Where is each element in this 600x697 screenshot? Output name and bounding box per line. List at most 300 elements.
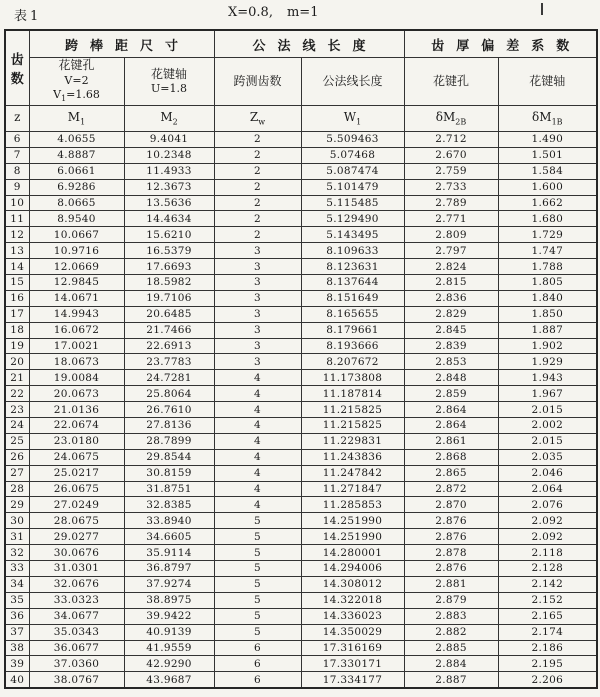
cell-dm2b: 2.870 <box>404 497 498 513</box>
cell-dm1b: 2.142 <box>498 576 597 592</box>
cell-dm2b: 2.864 <box>404 402 498 418</box>
cell-z: 12 <box>5 227 29 243</box>
cell-dm2b: 2.670 <box>404 147 498 163</box>
cell-zw: 4 <box>214 497 301 513</box>
cell-m2: 38.8975 <box>124 592 214 608</box>
cell-dm2b: 2.885 <box>404 640 498 656</box>
cell-m2: 17.6693 <box>124 259 214 275</box>
cell-zw: 3 <box>214 259 301 275</box>
cell-m1: 12.0669 <box>29 259 124 275</box>
cell-m1: 4.8887 <box>29 147 124 163</box>
cell-z: 36 <box>5 608 29 624</box>
cell-zw: 5 <box>214 608 301 624</box>
cell-m2: 21.7466 <box>124 322 214 338</box>
cell-dm2b: 2.876 <box>404 561 498 577</box>
cell-m2: 15.6210 <box>124 227 214 243</box>
cell-m2: 37.9274 <box>124 576 214 592</box>
cell-z: 14 <box>5 259 29 275</box>
table-row <box>5 195 597 211</box>
cell-dm1b: 2.206 <box>498 672 597 688</box>
cell-m2: 27.8136 <box>124 418 214 434</box>
cell-dm1b: 2.015 <box>498 433 597 449</box>
cell-w1: 14.294006 <box>301 561 404 577</box>
table-row <box>5 132 597 148</box>
header-spline-shaft <box>124 58 214 106</box>
cell-dm2b: 2.759 <box>404 163 498 179</box>
cell-dm2b: 2.887 <box>404 672 498 688</box>
cell-w1: 14.251990 <box>301 529 404 545</box>
cell-zw: 4 <box>214 418 301 434</box>
cell-zw: 2 <box>214 195 301 211</box>
cell-zw: 3 <box>214 275 301 291</box>
cell-m2: 26.7610 <box>124 402 214 418</box>
cell-zw: 4 <box>214 386 301 402</box>
header-dev-shaft: 花键轴 <box>498 58 597 106</box>
cell-dm1b: 1.805 <box>498 275 597 291</box>
cell-w1: 5.07468 <box>301 147 404 163</box>
cell-m2: 12.3673 <box>124 179 214 195</box>
cell-dm1b: 2.002 <box>498 418 597 434</box>
cell-dm1b: 1.902 <box>498 338 597 354</box>
table-row <box>5 322 597 338</box>
cell-z: 26 <box>5 449 29 465</box>
cell-m1: 25.0217 <box>29 465 124 481</box>
spline-shaft-name: 花键轴 <box>151 66 188 81</box>
cell-m1: 35.0343 <box>29 624 124 640</box>
cell-w1: 11.215825 <box>301 418 404 434</box>
cell-w1: 8.165655 <box>301 306 404 322</box>
table-row <box>5 243 597 259</box>
symbol-zw: $Z_w$ <box>214 106 301 132</box>
cell-w1: 17.330171 <box>301 656 404 672</box>
cell-w1: 8.207672 <box>301 354 404 370</box>
cell-dm1b: 1.887 <box>498 322 597 338</box>
cell-dm1b: 2.165 <box>498 608 597 624</box>
cell-m1: 38.0767 <box>29 672 124 688</box>
cell-zw: 3 <box>214 306 301 322</box>
cell-m2: 34.6605 <box>124 529 214 545</box>
header-group-pin-dimensions: 跨棒距尺寸 <box>29 30 214 58</box>
cell-z: 6 <box>5 132 29 148</box>
cell-m1: 14.9943 <box>29 306 124 322</box>
cell-m1: 20.0673 <box>29 386 124 402</box>
cell-dm2b: 2.824 <box>404 259 498 275</box>
cell-zw: 2 <box>214 227 301 243</box>
cell-m2: 43.9687 <box>124 672 214 688</box>
table-row <box>5 513 597 529</box>
cell-z: 34 <box>5 576 29 592</box>
cell-z: 13 <box>5 243 29 259</box>
cell-m1: 28.0675 <box>29 513 124 529</box>
cell-zw: 2 <box>214 163 301 179</box>
cell-dm1b: 2.186 <box>498 640 597 656</box>
cell-z: 7 <box>5 147 29 163</box>
table-row <box>5 163 597 179</box>
cell-w1: 8.109633 <box>301 243 404 259</box>
cell-dm1b: 2.128 <box>498 561 597 577</box>
cell-m2: 39.9422 <box>124 608 214 624</box>
cell-dm2b: 2.868 <box>404 449 498 465</box>
cell-dm2b: 2.879 <box>404 592 498 608</box>
symbol-m2: $M_2$ <box>124 106 214 132</box>
table-row <box>5 259 597 275</box>
cell-dm2b: 2.789 <box>404 195 498 211</box>
cell-dm1b: 1.490 <box>498 132 597 148</box>
cell-w1: 11.229831 <box>301 433 404 449</box>
cell-m1: 8.0665 <box>29 195 124 211</box>
spline-hole-name: 花键孔 <box>58 58 95 73</box>
symbol-dm1b: $\delta M_{1B}$ <box>498 106 597 132</box>
cell-m1: 37.0360 <box>29 656 124 672</box>
cell-zw: 6 <box>214 656 301 672</box>
cell-dm2b: 2.829 <box>404 306 498 322</box>
cell-z: 29 <box>5 497 29 513</box>
table-row <box>5 465 597 481</box>
condition-m: m=1 <box>286 5 319 20</box>
cell-dm2b: 2.815 <box>404 275 498 291</box>
cell-m1: 30.0676 <box>29 545 124 561</box>
cell-z: 19 <box>5 338 29 354</box>
cell-w1: 14.336023 <box>301 608 404 624</box>
data-table <box>4 29 598 689</box>
cell-zw: 5 <box>214 592 301 608</box>
condition-text <box>228 5 318 20</box>
cell-m2: 10.2348 <box>124 147 214 163</box>
table-row <box>5 370 597 386</box>
cell-m2: 18.5982 <box>124 275 214 291</box>
cell-w1: 11.285853 <box>301 497 404 513</box>
cell-m2: 13.5636 <box>124 195 214 211</box>
table-row <box>5 449 597 465</box>
header-spline-hole <box>29 58 124 106</box>
cell-m2: 23.7783 <box>124 354 214 370</box>
table-row <box>5 227 597 243</box>
table-row <box>5 624 597 640</box>
cell-m2: 42.9290 <box>124 656 214 672</box>
cell-w1: 5.115485 <box>301 195 404 211</box>
cell-z: 16 <box>5 290 29 306</box>
table-label: 表1 <box>14 9 42 24</box>
symbol-dm2b: $\delta M_{2B}$ <box>404 106 498 132</box>
cell-dm1b: 2.092 <box>498 513 597 529</box>
cell-zw: 2 <box>214 132 301 148</box>
cell-w1: 14.322018 <box>301 592 404 608</box>
cell-w1: 11.243836 <box>301 449 404 465</box>
cell-z: 40 <box>5 672 29 688</box>
cell-m2: 32.8385 <box>124 497 214 513</box>
cell-m1: 4.0655 <box>29 132 124 148</box>
cell-dm2b: 2.797 <box>404 243 498 259</box>
cell-dm1b: 2.152 <box>498 592 597 608</box>
cell-m1: 22.0674 <box>29 418 124 434</box>
cell-m1: 34.0677 <box>29 608 124 624</box>
table-row <box>5 147 597 163</box>
cell-z: 39 <box>5 656 29 672</box>
cell-m1: 21.0136 <box>29 402 124 418</box>
table-row <box>5 338 597 354</box>
table-row <box>5 672 597 688</box>
cell-z: 38 <box>5 640 29 656</box>
cell-dm1b: 1.929 <box>498 354 597 370</box>
cell-m1: 32.0676 <box>29 576 124 592</box>
cell-dm2b: 2.878 <box>404 545 498 561</box>
cell-dm1b: 2.035 <box>498 449 597 465</box>
cell-z: 10 <box>5 195 29 211</box>
cell-m1: 17.0021 <box>29 338 124 354</box>
table-row <box>5 418 597 434</box>
cell-dm2b: 2.872 <box>404 481 498 497</box>
table-row <box>5 561 597 577</box>
header-group-deviation-coefficient: 齿厚偏差系数 <box>404 30 597 58</box>
cell-dm2b: 2.881 <box>404 576 498 592</box>
cell-dm2b: 2.771 <box>404 211 498 227</box>
cell-w1: 5.129490 <box>301 211 404 227</box>
cell-m1: 6.9286 <box>29 179 124 195</box>
cell-z: 31 <box>5 529 29 545</box>
cell-m2: 41.9559 <box>124 640 214 656</box>
cell-w1: 8.193666 <box>301 338 404 354</box>
table-row <box>5 481 597 497</box>
table-row <box>5 402 597 418</box>
cell-m1: 24.0675 <box>29 449 124 465</box>
cell-z: 25 <box>5 433 29 449</box>
cell-dm1b: 1.729 <box>498 227 597 243</box>
cell-m1: 31.0301 <box>29 561 124 577</box>
cell-m1: 36.0677 <box>29 640 124 656</box>
cell-zw: 3 <box>214 322 301 338</box>
symbol-row <box>5 106 597 132</box>
cell-dm1b: 1.501 <box>498 147 597 163</box>
cell-zw: 3 <box>214 243 301 259</box>
cell-zw: 5 <box>214 529 301 545</box>
cell-dm1b: 1.680 <box>498 211 597 227</box>
cell-w1: 8.123631 <box>301 259 404 275</box>
cell-m1: 26.0675 <box>29 481 124 497</box>
cell-m1: 16.0672 <box>29 322 124 338</box>
table-row <box>5 640 597 656</box>
cell-w1: 14.251990 <box>301 513 404 529</box>
symbol-w1: $W_1$ <box>301 106 404 132</box>
cell-m2: 16.5379 <box>124 243 214 259</box>
cell-m2: 9.4041 <box>124 132 214 148</box>
table-row <box>5 386 597 402</box>
cell-zw: 4 <box>214 481 301 497</box>
cell-zw: 6 <box>214 640 301 656</box>
header-tooth-count: 齿数 <box>5 30 29 106</box>
spline-shaft-u: U=1.8 <box>151 82 187 96</box>
cell-zw: 5 <box>214 561 301 577</box>
cell-zw: 6 <box>214 672 301 688</box>
cell-m2: 24.7281 <box>124 370 214 386</box>
cell-dm1b: 2.064 <box>498 481 597 497</box>
cell-w1: 11.247842 <box>301 465 404 481</box>
cell-dm2b: 2.845 <box>404 322 498 338</box>
spline-hole-v: V=2 <box>64 73 89 87</box>
cell-z: 15 <box>5 275 29 291</box>
table-row <box>5 529 597 545</box>
cell-m2: 31.8751 <box>124 481 214 497</box>
cell-w1: 14.350029 <box>301 624 404 640</box>
table-row <box>5 275 597 291</box>
cell-m1: 14.0671 <box>29 290 124 306</box>
cell-m2: 28.7899 <box>124 433 214 449</box>
cell-zw: 4 <box>214 370 301 386</box>
cell-dm2b: 2.712 <box>404 132 498 148</box>
table-row <box>5 656 597 672</box>
table-row <box>5 592 597 608</box>
condition-x: X=0.8, <box>228 5 273 20</box>
table-row <box>5 306 597 322</box>
cell-m2: 25.8064 <box>124 386 214 402</box>
cell-dm2b: 2.733 <box>404 179 498 195</box>
cell-dm1b: 1.788 <box>498 259 597 275</box>
header-sub-row <box>5 58 597 106</box>
cell-dm2b: 2.861 <box>404 433 498 449</box>
table-row <box>5 497 597 513</box>
cell-z: 9 <box>5 179 29 195</box>
cell-w1: 11.187814 <box>301 386 404 402</box>
table-row <box>5 608 597 624</box>
cell-dm1b: 1.584 <box>498 163 597 179</box>
cell-z: 28 <box>5 481 29 497</box>
cell-dm1b: 2.046 <box>498 465 597 481</box>
table-header <box>5 30 597 132</box>
cell-m1: 19.0084 <box>29 370 124 386</box>
cell-dm2b: 2.882 <box>404 624 498 640</box>
header-span-teeth: 跨测齿数 <box>214 58 301 106</box>
cell-w1: 8.179661 <box>301 322 404 338</box>
cell-z: 32 <box>5 545 29 561</box>
cell-zw: 3 <box>214 290 301 306</box>
cell-z: 33 <box>5 561 29 577</box>
cell-w1: 17.334177 <box>301 672 404 688</box>
table-row <box>5 290 597 306</box>
cell-zw: 5 <box>214 624 301 640</box>
cell-m2: 22.6913 <box>124 338 214 354</box>
table-body <box>5 132 597 689</box>
cell-m2: 35.9114 <box>124 545 214 561</box>
cell-m1: 18.0673 <box>29 354 124 370</box>
cell-w1: 8.137644 <box>301 275 404 291</box>
cell-m2: 20.6485 <box>124 306 214 322</box>
cell-z: 11 <box>5 211 29 227</box>
cell-m2: 33.8940 <box>124 513 214 529</box>
cell-m2: 36.8797 <box>124 561 214 577</box>
table-row <box>5 545 597 561</box>
cell-dm2b: 2.853 <box>404 354 498 370</box>
cell-zw: 3 <box>214 338 301 354</box>
cell-z: 24 <box>5 418 29 434</box>
cell-dm1b: 2.092 <box>498 529 597 545</box>
cell-z: 17 <box>5 306 29 322</box>
header-group-row <box>5 30 597 58</box>
symbol-m1: $M_1$ <box>29 106 124 132</box>
scan-artifact-tick <box>541 3 543 15</box>
spline-hole-v1: $V_1=1.68$ <box>53 88 100 104</box>
cell-m1: 10.9716 <box>29 243 124 259</box>
cell-w1: 14.280001 <box>301 545 404 561</box>
cell-z: 23 <box>5 402 29 418</box>
table-row <box>5 433 597 449</box>
cell-dm2b: 2.864 <box>404 418 498 434</box>
cell-dm1b: 2.195 <box>498 656 597 672</box>
cell-dm1b: 1.943 <box>498 370 597 386</box>
cell-zw: 4 <box>214 465 301 481</box>
cell-dm1b: 1.662 <box>498 195 597 211</box>
cell-dm2b: 2.876 <box>404 513 498 529</box>
cell-w1: 11.215825 <box>301 402 404 418</box>
cell-z: 27 <box>5 465 29 481</box>
cell-m1: 27.0249 <box>29 497 124 513</box>
cell-dm2b: 2.859 <box>404 386 498 402</box>
cell-w1: 11.271847 <box>301 481 404 497</box>
cell-dm1b: 2.076 <box>498 497 597 513</box>
cell-z: 37 <box>5 624 29 640</box>
cell-z: 8 <box>5 163 29 179</box>
cell-m2: 40.9139 <box>124 624 214 640</box>
cell-w1: 8.151649 <box>301 290 404 306</box>
cell-dm1b: 2.174 <box>498 624 597 640</box>
cell-zw: 3 <box>214 354 301 370</box>
cell-zw: 4 <box>214 449 301 465</box>
cell-dm2b: 2.883 <box>404 608 498 624</box>
cell-zw: 5 <box>214 576 301 592</box>
cell-dm2b: 2.836 <box>404 290 498 306</box>
cell-m2: 19.7106 <box>124 290 214 306</box>
cell-m1: 10.0667 <box>29 227 124 243</box>
title-row <box>0 3 600 25</box>
cell-m1: 6.0661 <box>29 163 124 179</box>
cell-zw: 2 <box>214 147 301 163</box>
cell-dm1b: 2.118 <box>498 545 597 561</box>
cell-m1: 29.0277 <box>29 529 124 545</box>
cell-w1: 11.173808 <box>301 370 404 386</box>
table-row <box>5 211 597 227</box>
cell-dm2b: 2.884 <box>404 656 498 672</box>
cell-zw: 4 <box>214 402 301 418</box>
cell-z: 18 <box>5 322 29 338</box>
cell-dm1b: 2.015 <box>498 402 597 418</box>
cell-z: 30 <box>5 513 29 529</box>
cell-z: 20 <box>5 354 29 370</box>
cell-dm2b: 2.865 <box>404 465 498 481</box>
header-dev-hole: 花键孔 <box>404 58 498 106</box>
cell-dm1b: 1.600 <box>498 179 597 195</box>
cell-zw: 5 <box>214 545 301 561</box>
header-group-normal-length: 公法线长度 <box>214 30 404 58</box>
symbol-z: z <box>5 106 29 132</box>
cell-w1: 17.316169 <box>301 640 404 656</box>
cell-zw: 5 <box>214 513 301 529</box>
cell-m1: 23.0180 <box>29 433 124 449</box>
cell-w1: 5.509463 <box>301 132 404 148</box>
cell-dm2b: 2.876 <box>404 529 498 545</box>
table-row <box>5 179 597 195</box>
table-row <box>5 354 597 370</box>
cell-zw: 4 <box>214 433 301 449</box>
cell-dm2b: 2.809 <box>404 227 498 243</box>
cell-z: 21 <box>5 370 29 386</box>
cell-w1: 5.101479 <box>301 179 404 195</box>
cell-w1: 14.308012 <box>301 576 404 592</box>
cell-z: 35 <box>5 592 29 608</box>
header-normal-length: 公法线长度 <box>301 58 404 106</box>
cell-dm1b: 1.967 <box>498 386 597 402</box>
cell-m2: 30.8159 <box>124 465 214 481</box>
cell-dm2b: 2.848 <box>404 370 498 386</box>
cell-m2: 14.4634 <box>124 211 214 227</box>
cell-zw: 2 <box>214 211 301 227</box>
